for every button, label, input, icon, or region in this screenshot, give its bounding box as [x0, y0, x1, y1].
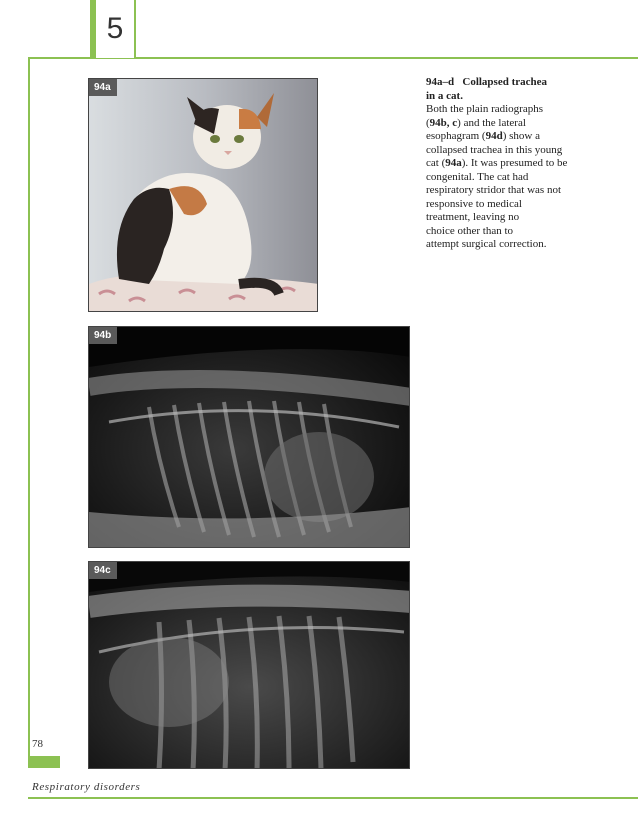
- figure-94b-radiograph: [88, 326, 410, 548]
- cat-photo: [89, 79, 318, 312]
- radiograph-94c: [89, 562, 410, 769]
- caption-line: attempt surgical correction.: [426, 238, 547, 250]
- running-footer-title: Respiratory disorders: [32, 781, 141, 793]
- figure-label-94b: 94b: [89, 327, 117, 344]
- caption-line: responsive to medical: [426, 197, 522, 210]
- caption-line: choice other than to: [426, 224, 514, 237]
- caption-line: esophagram (94d) show a: [426, 130, 540, 142]
- caption-line: respiratory stridor that was not: [426, 184, 562, 196]
- chapter-tab: [90, 0, 136, 58]
- page-number: 78: [32, 738, 43, 750]
- caption-heading: [426, 76, 596, 90]
- caption-line: cat (94a). It was presumed to be: [426, 157, 568, 169]
- caption-line: Both the plain radiographs: [426, 103, 544, 115]
- figure-94c-radiograph: [88, 561, 410, 769]
- figure-label-94a: 94a: [89, 79, 117, 96]
- chapter-number: 5: [106, 12, 124, 45]
- caption-line: congenital. The cat had: [426, 170, 529, 183]
- radiograph-94b: [89, 327, 410, 548]
- left-rule: [28, 57, 30, 757]
- figure-94a-cat-photo: [88, 78, 318, 312]
- caption-heading-cont: in a cat.: [426, 89, 463, 102]
- footer-rule: [28, 797, 638, 799]
- caption-line: treatment, leaving no: [426, 211, 520, 223]
- figure-label-94c: 94c: [89, 562, 117, 579]
- caption-line: (94b, c) and the lateral: [426, 116, 526, 129]
- caption-heading-id: 94a–d: [426, 76, 455, 88]
- figure-caption: [426, 76, 596, 252]
- caption-heading-title: Collapsed trachea: [462, 76, 548, 88]
- bottom-rule: [28, 756, 60, 768]
- caption-line: collapsed trachea in this young: [426, 143, 563, 156]
